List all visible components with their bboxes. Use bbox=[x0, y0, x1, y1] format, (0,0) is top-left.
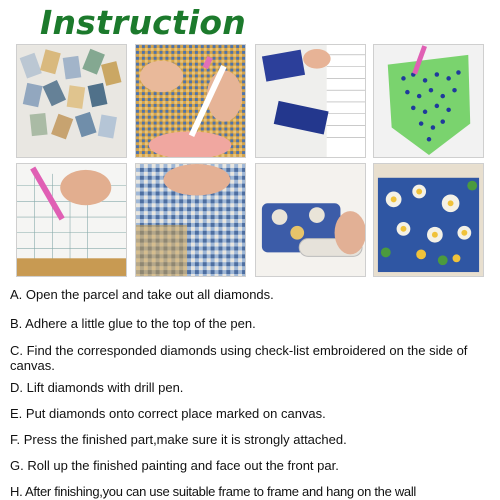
photo-checklist bbox=[255, 44, 366, 158]
page-title: Instruction bbox=[40, 3, 246, 42]
step-f: F. Press the finished part,make sure it is strongly attached. bbox=[10, 432, 347, 447]
step-a: A. Open the parcel and take out all diamonds. bbox=[10, 287, 274, 302]
photo-lift-diamond bbox=[16, 163, 127, 277]
photo-rolled-painting bbox=[255, 163, 366, 277]
photo-drill-pen-tray bbox=[373, 44, 484, 158]
step-h: H. After finishing,you can use suitable frame to frame and hang on the wall bbox=[10, 484, 417, 499]
step-g: G. Roll up the finished painting and face out the front par. bbox=[10, 458, 339, 473]
step-d: D. Lift diamonds with drill pen. bbox=[10, 380, 184, 395]
step-e: E. Put diamonds onto correct place marked on canvas. bbox=[10, 406, 326, 421]
step-b: B. Adhere a little glue to the top of the pen. bbox=[10, 316, 256, 331]
photo-finished-painting bbox=[373, 163, 484, 277]
photo-glue-pen bbox=[135, 44, 246, 158]
photo-place-diamond bbox=[135, 163, 246, 277]
photo-diamond-bags bbox=[16, 44, 127, 158]
step-c: C. Find the corresponded diamonds using check-list embroidered on the side of canvas. bbox=[10, 343, 468, 373]
